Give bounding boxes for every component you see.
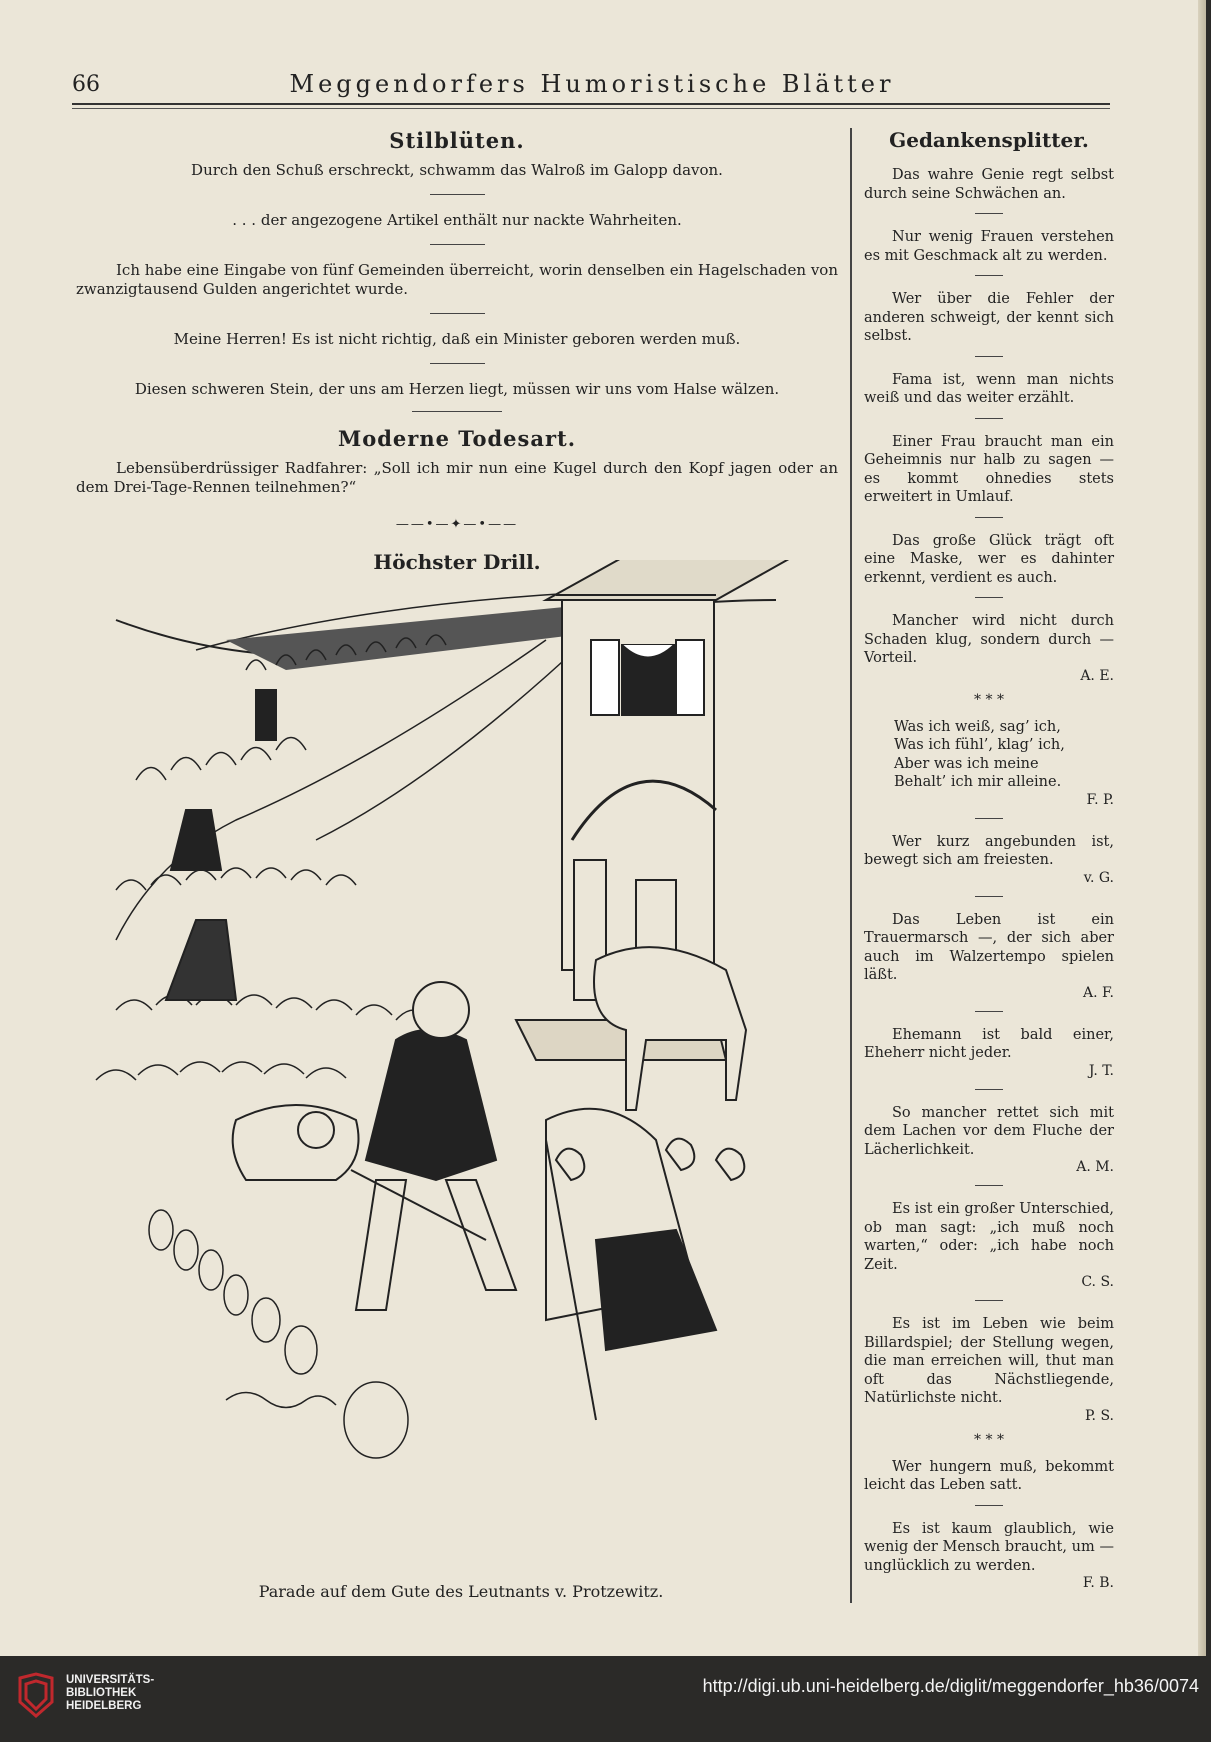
separator [975,213,1003,214]
signature: F. P. [1086,791,1114,808]
aphorism-11: So mancher rettet sich mit dem Lachen vor dem Fluche der Lächerlichkeit. [864,1104,1114,1158]
viewer-footer [0,1656,1211,1742]
illustration-title: Höchster Drill. [373,550,541,574]
separator [975,1505,1003,1506]
source-url-link[interactable]: http://digi.ub.uni-heidelberg.de/diglit/meggendorfer_hb36/0074 [702,1676,1199,1696]
page-number: 66 [72,72,100,97]
right-column [864,122,1114,1591]
header-rule-thin [72,108,1110,109]
separator [430,363,485,364]
todesart-text: Lebensüberdrüssiger Radfahrer: „Soll ich mir nun eine Kugel durch den Kopf jagen oder an dem Drei-Tage-Rennen teilnehmen?“ [76,459,838,496]
aphorism-13: Es ist im Leben wie beim Billardspiel; der Stellung wegen, die man erreichen will, thut man oft das Nächstliegende, Natürlichste nicht. [864,1316,1114,1406]
asterism: * * * [974,691,1004,708]
signature: A. F. [1083,984,1114,1001]
poem-line-2: Was ich fühl’, klag’ ich, [894,737,1065,753]
library-name-line-3: HEIDELBERG [66,1700,142,1712]
signature: P. S. [1084,1407,1114,1424]
poem-line-3: Aber was ich meine [894,755,1039,772]
ornament-divider: ——•—✦—•—— [395,517,519,532]
separator [975,1185,1003,1186]
poem-line-4: Behalt’ ich mir alleine. [894,774,1062,790]
signature: C. S. [1081,1274,1114,1290]
aphorism-5: Einer Frau braucht man ein Geheimnis nur halb zu sagen — es kommt ohnedies stets erweitert in Umlauf. [864,433,1114,505]
separator [430,313,485,314]
aphorism-3: Wer über die Fehler der anderen schweigt, der kennt sich selbst. [864,291,1114,344]
section-title-stilblueten: Stilblüten. [389,128,525,153]
section-title-gedankensplitter: Gedankensplitter. [889,128,1089,152]
signature: A. M. [1076,1159,1114,1175]
aphorism-10: Ehemann ist bald einer, Eheherr nicht jeder. [864,1026,1114,1061]
separator [975,818,1003,819]
aphorism-6: Das große Glück trägt oft eine Maske, wer es dahinter erkennt, verdient es auch. [864,532,1114,586]
aphorism-4: Fama ist, wenn man nichts weiß und das weiter erzählt. [864,371,1114,406]
stilbluete-3: Ich habe eine Eingabe von fünf Gemeinden überreicht, worin denselben ein Hagelschaden von zwanzigtausend Gulden angerichtet wurde. [76,261,838,298]
separator [975,356,1003,357]
library-logo-icon[interactable] [14,1672,58,1720]
aphorism-12: Es ist ein großer Unterschied, ob man sagt: „ich muß noch warten,“ oder: „ich habe noch Zeit. [864,1201,1114,1273]
signature: A. E. [1080,667,1114,684]
separator [975,418,1003,419]
column-divider [850,128,852,1603]
aphorism-8: Wer kurz angebunden ist, bewegt sich am freiesten. [864,833,1114,868]
separator [430,244,485,245]
separator [430,194,485,195]
aphorism-7: Mancher wird nicht durch Schaden klug, sondern durch — Vorteil. [864,613,1114,666]
header-rule [72,103,1110,105]
separator [975,896,1003,897]
stilbluete-4: Meine Herren! Es ist nicht richtig, daß ein Minister geboren werden muß. [173,330,741,348]
stilbluete-2: . . . der angezogene Artikel enthält nur nackte Wahrheiten. [232,211,682,229]
aphorism-1: Das wahre Genie regt selbst durch seine Schwächen an. [864,167,1114,202]
parade-illustration [76,560,846,1580]
stilbluete-5: Diesen schweren Stein, der uns am Herzen liegt, müssen wir uns vom Halse wälzen. [134,380,780,398]
poem-line-1: Was ich weiß, sag’ ich, [894,718,1061,735]
illustration-caption: Parade auf dem Gute des Leutnants v. Protzewitz. [258,1582,664,1601]
separator [975,1011,1003,1012]
journal-title: Meggendorfers Humoristische Blätter [289,70,895,98]
separator-long [412,411,502,412]
separator [975,275,1003,276]
signature: v. G. [1083,869,1114,886]
aphorism-15: Es ist kaum glaublich, wie wenig der Mensch braucht, um — unglücklich zu werden. [864,1520,1114,1574]
separator [975,1089,1003,1090]
running-header [72,68,1112,104]
aphorism-2: Nur wenig Frauen verstehen es mit Geschmack alt zu werden. [864,229,1114,264]
left-column [76,122,838,574]
separator [975,1300,1003,1301]
library-name-line-1: UNIVERSITÄTS- [66,1674,155,1686]
asterism: * * * [974,1431,1004,1448]
library-name-line-2: BIBLIOTHEK [66,1687,137,1699]
separator [975,597,1003,598]
section-title-todesart: Moderne Todesart. [337,426,577,451]
signature: F. B. [1082,1575,1114,1591]
stilbluete-1: Durch den Schuß erschreckt, schwamm das Walroß im Galopp davon. [191,161,723,179]
aphorism-9: Das Leben ist ein Trauermarsch —, der sich aber auch im Walzertempo spielen läßt. [864,911,1114,983]
library-name [66,1674,154,1713]
separator [975,517,1003,518]
signature: J. T. [1088,1062,1114,1079]
aphorism-14: Wer hungern muß, bekommt leicht das Leben satt. [864,1458,1114,1493]
page-edge [1198,0,1206,1656]
